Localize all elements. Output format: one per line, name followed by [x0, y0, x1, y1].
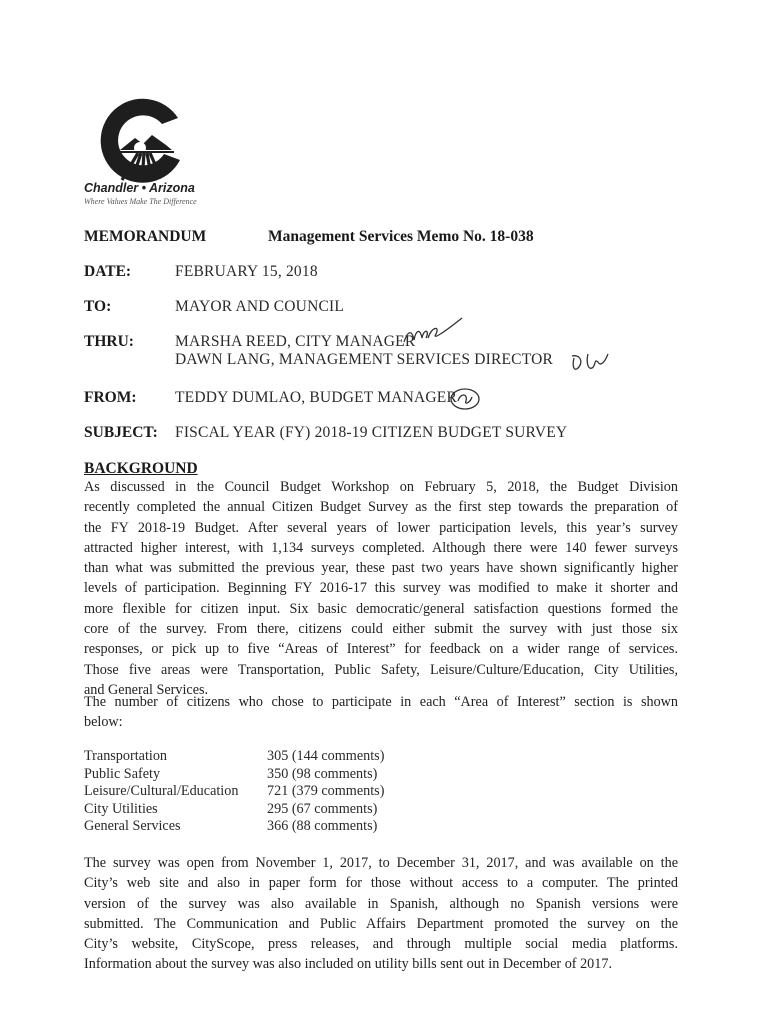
background-paragraph-1 — [84, 477, 678, 700]
area-count: 366 (88 comments) — [267, 818, 378, 835]
paragraph-line: version of the survey was also available in Spanish, although no Spanish versions were — [84, 895, 678, 912]
budget-manager-initials-signature — [446, 385, 486, 415]
memo-number: Management Services Memo No. 18-038 — [268, 228, 534, 245]
paragraph-line: attracted higher interest, with 1,134 surveys completed. Although there were 140 fewer surveys — [84, 539, 678, 556]
area-count: 295 (67 comments) — [267, 800, 378, 817]
area-count: 721 (379 comments) — [267, 783, 385, 800]
paragraph-line: below: — [84, 714, 123, 731]
paragraph-line: City’s website, CityScope, press releases, and through multiple social media platforms. — [84, 936, 678, 953]
paragraph-line: levels of participation. Beginning FY 2016-17 this survey was modified to make it shorter and — [84, 580, 678, 597]
city-logo — [80, 88, 210, 183]
section-heading: BACKGROUND — [84, 460, 198, 477]
subject-value: FISCAL YEAR (FY) 2018-19 CITIZEN BUDGET SURVEY — [175, 424, 568, 441]
chandler-c-logo-icon — [80, 88, 200, 183]
thru-value-2: DAWN LANG, MANAGEMENT SERVICES DIRECTOR — [175, 351, 554, 368]
paragraph-line: The number of citizens who chose to participate in each “Area of Interest” section is shown — [84, 694, 678, 710]
area-name: Leisure/Cultural/Education — [84, 783, 239, 800]
paragraph-line: recently completed the annual Citizen Budget Survey as the first step towards the preparation of — [84, 499, 678, 516]
area-name: City Utilities — [84, 800, 158, 817]
organization-tagline: Where Values Make The Difference — [84, 197, 197, 206]
paragraph-line: responses, or pick up to five “Areas of Interest” for feedback on a wider range of services. — [84, 641, 678, 658]
thru-label: THRU: — [84, 333, 134, 350]
paragraph-line: than what was submitted the previous year, these past two years have shown significantly higher — [84, 560, 678, 577]
memo-type: MEMORANDUM — [84, 228, 207, 245]
paragraph-line: the FY 2018-19 Budget. After several years of lower participation levels, this year’s survey — [84, 519, 678, 536]
thru-value-1: MARSHA REED, CITY MANAGER — [175, 333, 416, 350]
paragraph-line: submitted. The Communication and Public Affairs Department promoted the survey on the — [84, 915, 678, 932]
area-count: 305 (144 comments) — [267, 748, 385, 764]
paragraph-line: and General Services. — [84, 681, 209, 698]
subject-label: SUBJECT: — [84, 424, 158, 441]
paragraph-line: core of the survey. From there, citizens could either submit the survey with just those six — [84, 621, 678, 638]
manager-initials-signature — [402, 312, 472, 352]
from-value: TEDDY DUMLAO, BUDGET MANAGER — [175, 389, 458, 406]
memo-title-row — [84, 228, 534, 246]
to-label: TO: — [84, 298, 112, 315]
paragraph-line: Those five areas were Transportation, Public Safety, Leisure/Culture/Education, City Utilities, — [84, 661, 678, 678]
area-name: General Services — [84, 818, 181, 835]
paragraph-line: more flexible for citizen input. Six basic democratic/general satisfaction questions formed the — [84, 600, 678, 617]
paragraph-line: City’s web site and also in paper form for those without access to a computer. The printed — [84, 875, 678, 892]
date-value: FEBRUARY 15, 2018 — [175, 263, 318, 280]
area-name: Transportation — [84, 748, 168, 764]
background-paragraph-3 — [84, 853, 678, 975]
paragraph-line: The survey was open from November 1, 2017, to December 31, 2017, and was available on the — [84, 855, 678, 871]
area-count: 350 (98 comments) — [267, 765, 378, 782]
director-initials-signature — [568, 348, 618, 378]
from-label: FROM: — [84, 389, 137, 406]
area-name: Public Safety — [84, 765, 161, 782]
background-paragraph-2 — [84, 692, 678, 733]
to-value: MAYOR AND COUNCIL — [175, 298, 345, 315]
paragraph-line: As discussed in the Council Budget Workshop on February 5, 2018, the Budget Division — [84, 479, 678, 495]
paragraph-line: Information about the survey was also included on utility bills sent out in December of 2017. — [84, 956, 612, 973]
date-label: DATE: — [84, 263, 132, 280]
organization-name: Chandler • Arizona — [84, 181, 195, 195]
